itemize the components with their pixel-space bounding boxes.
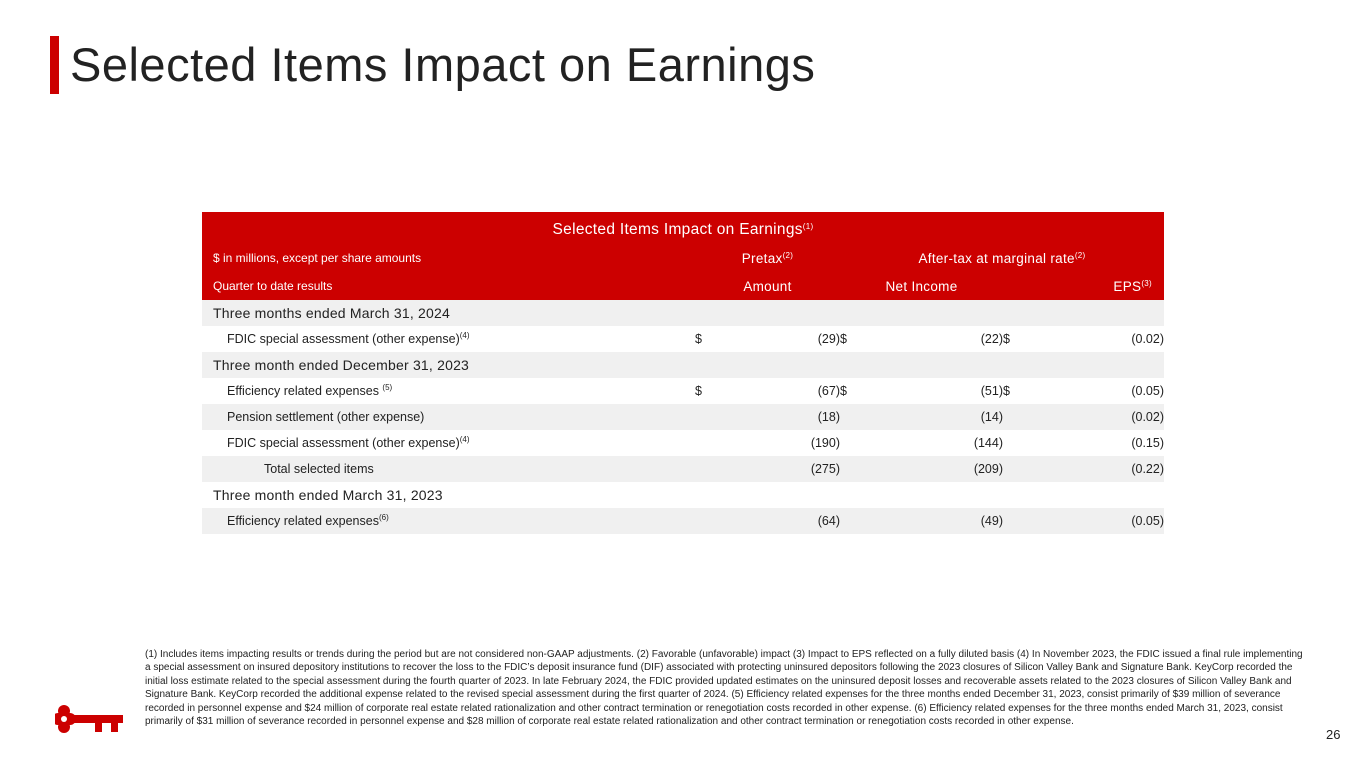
amount-cell: (190) [715, 430, 840, 456]
eps-cell: (0.05) [1023, 508, 1164, 534]
section-heading: Three month ended December 31, 2023 [202, 352, 1164, 378]
title-accent-bar [50, 36, 59, 94]
eps-cell: (0.22) [1023, 456, 1164, 482]
net-income-header: Net Income [840, 272, 1003, 300]
eps-cell: (0.02) [1023, 404, 1164, 430]
page-number: 26 [1326, 727, 1341, 742]
eps-cell: (0.05) [1023, 378, 1164, 404]
table-caption: Selected Items Impact on Earnings$^{(1)}$ [202, 212, 1164, 244]
row-label: Total selected items [202, 456, 695, 482]
row-label: FDIC special assessment (other expense)$^{(4)}$ [202, 430, 695, 456]
table-header-row-2 [202, 272, 1164, 300]
total-row [202, 456, 1164, 482]
net-income-cell: (14) [860, 404, 1003, 430]
amount-cell: (67) [715, 378, 840, 404]
eps-cell: (0.15) [1023, 430, 1164, 456]
currency-sign: $ [1003, 378, 1023, 404]
row-label: FDIC special assessment (other expense)$^{(4)}$ [202, 326, 695, 352]
net-income-cell: (49) [860, 508, 1003, 534]
eps-header: EPS$^{(3)}$ [1003, 272, 1164, 300]
pretax-header: Pretax$^{(2)}$ [695, 244, 840, 272]
currency-sign: $ [695, 378, 715, 404]
page-title: Selected Items Impact on Earnings [70, 38, 816, 91]
amount-header: Amount [695, 272, 840, 300]
row-label: Pension settlement (other expense) [202, 404, 695, 430]
table-row [202, 326, 1164, 352]
currency-sign: $ [1003, 326, 1023, 352]
section-heading-row [202, 482, 1164, 508]
table-header-row-1 [202, 244, 1164, 272]
row-label: Efficiency related expenses $^{(5)}$ [202, 378, 695, 404]
units-note: $ in millions, except per share amounts [202, 244, 695, 272]
net-income-cell: (144) [860, 430, 1003, 456]
currency-sign: $ [840, 378, 860, 404]
amount-cell: (64) [715, 508, 840, 534]
net-income-cell: (51) [860, 378, 1003, 404]
footnotes: (1) Includes items impacting results or trends during the period but are not considered non-GAAP adjustments. (2) Favorable (unfavorable) impact (3) Impact to EPS reflected on a fully diluted basis (4) In November 2023, the FDIC issued a final rule implementing a special assessment on insured depository institutions to recover the loss to the FDIC’s deposit insurance fund (DIF) associated with protecting uninsured depositors following the 2023 closures of Silicon Valley Bank and Signature Bank. KeyCorp recorded the initial loss estimate related to the special assessment during the fourth quarter of 2023. In late February 2024, the FDIC provided updated estimates on the uninsured deposit losses and recoverable assets related to the 2023 closures of Silicon Valley Bank and Signature Bank. KeyCorp recorded the additional expense related to the revised special assessment during the first quarter of 2024. (5) Efficiency related expenses for the three months ended December 31, 2023, consist primarily of $39 million of severance recorded in personnel expense and $24 million of corporate real estate related rationalization and other contract termination or renegotiation costs recorded in other expense. (6) Efficiency related expenses for the three months ended March 31, 2023, consist primarily of $31 million of severance recorded in personnel expense and $28 million of corporate real estate related rationalization and other contract termination or renegotiation costs recorded in other expense. [145, 649, 1303, 728]
table-row [202, 430, 1164, 456]
key-icon [55, 703, 125, 735]
earnings-table [202, 212, 1164, 534]
period-note: Quarter to date results [202, 272, 695, 300]
row-label: Efficiency related expenses$^{(6)}$ [202, 508, 695, 534]
section-heading: Three months ended March 31, 2024 [202, 300, 1164, 326]
currency-sign: $ [695, 326, 715, 352]
eps-cell: (0.02) [1023, 326, 1164, 352]
net-income-cell: (22) [860, 326, 1003, 352]
amount-cell: (275) [715, 456, 840, 482]
table-row [202, 508, 1164, 534]
section-heading-row [202, 300, 1164, 326]
section-heading: Three month ended March 31, 2023 [202, 482, 1164, 508]
section-heading-row [202, 352, 1164, 378]
amount-cell: (29) [715, 326, 840, 352]
net-income-cell: (209) [860, 456, 1003, 482]
amount-cell: (18) [715, 404, 840, 430]
table-row [202, 404, 1164, 430]
table-row [202, 378, 1164, 404]
table-caption-row [202, 212, 1164, 244]
aftertax-header: After-tax at marginal rate$^{(2)}$ [840, 244, 1164, 272]
currency-sign: $ [840, 326, 860, 352]
